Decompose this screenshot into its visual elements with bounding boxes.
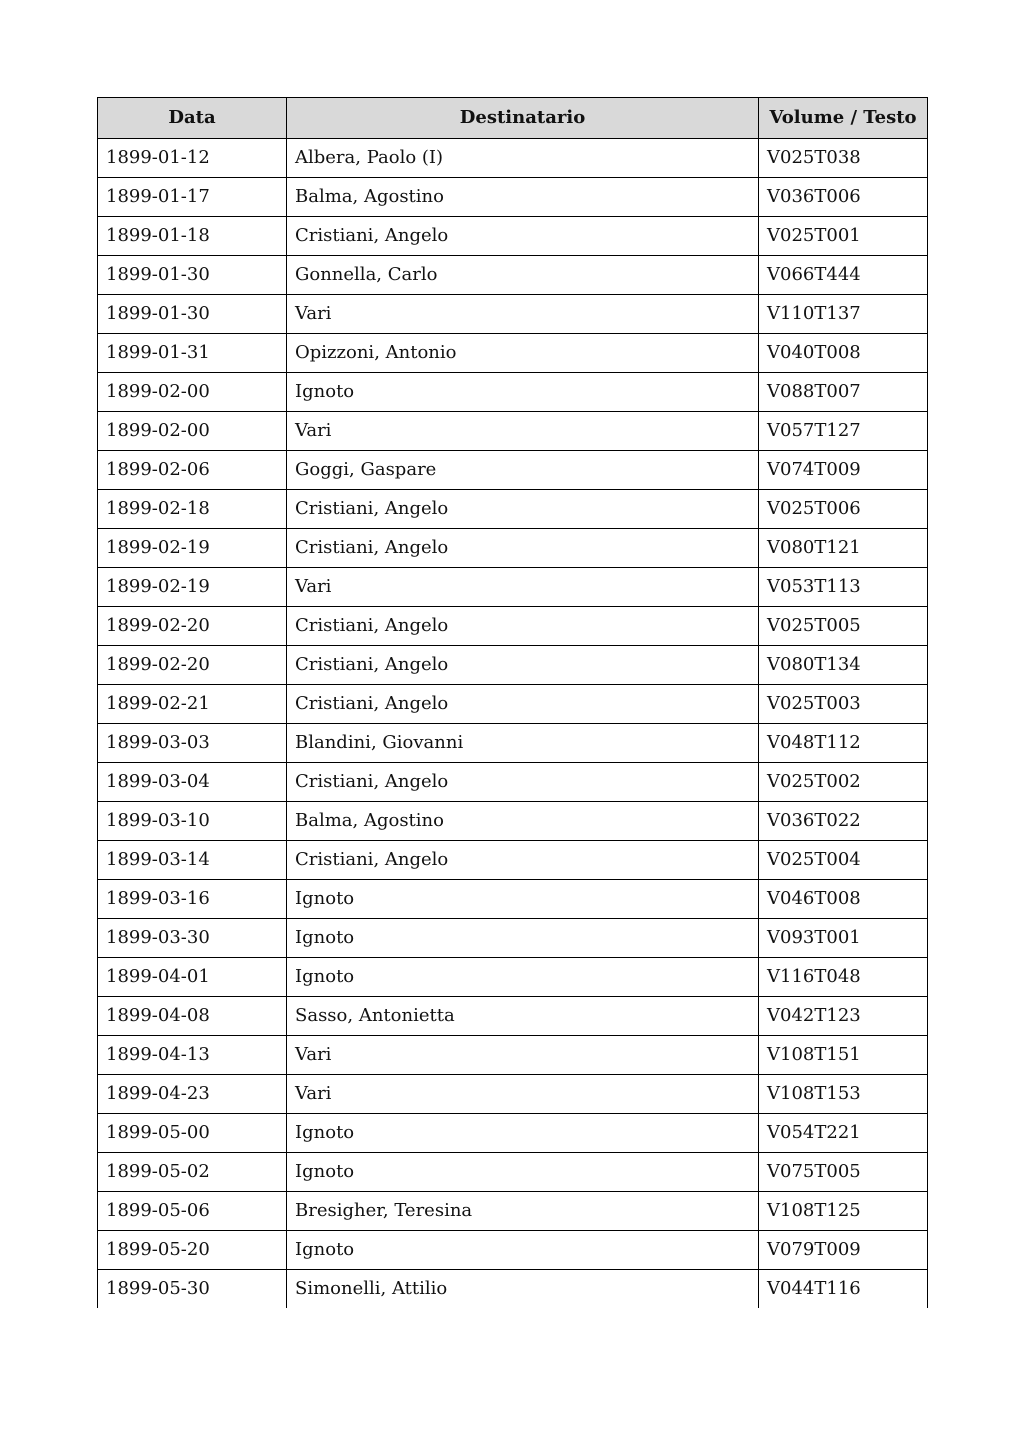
date-cell: 1899-02-00 <box>98 373 287 412</box>
volume-text-cell: V025T004 <box>759 841 928 880</box>
table-row <box>98 373 928 412</box>
recipient-cell: Ignoto <box>287 373 759 412</box>
date-cell: 1899-01-17 <box>98 178 287 217</box>
date-cell: 1899-04-01 <box>98 958 287 997</box>
recipient-cell: Vari <box>287 412 759 451</box>
volume-text-cell: V053T113 <box>759 568 928 607</box>
recipient-cell: Vari <box>287 568 759 607</box>
table-row <box>98 958 928 997</box>
table-row <box>98 841 928 880</box>
date-cell: 1899-02-00 <box>98 412 287 451</box>
date-cell: 1899-02-19 <box>98 529 287 568</box>
table-row <box>98 919 928 958</box>
table-row <box>98 1036 928 1075</box>
table-row <box>98 217 928 256</box>
date-cell: 1899-05-06 <box>98 1192 287 1231</box>
date-cell: 1899-03-04 <box>98 763 287 802</box>
table-row <box>98 997 928 1036</box>
date-cell: 1899-02-19 <box>98 568 287 607</box>
recipient-cell: Blandini, Giovanni <box>287 724 759 763</box>
recipient-cell: Vari <box>287 1075 759 1114</box>
recipient-cell: Cristiani, Angelo <box>287 763 759 802</box>
recipient-cell: Vari <box>287 1036 759 1075</box>
recipient-cell: Ignoto <box>287 1153 759 1192</box>
volume-text-cell: V080T134 <box>759 646 928 685</box>
table-row <box>98 412 928 451</box>
date-cell: 1899-04-13 <box>98 1036 287 1075</box>
recipient-cell: Ignoto <box>287 1114 759 1153</box>
recipient-cell: Ignoto <box>287 919 759 958</box>
recipient-cell: Vari <box>287 295 759 334</box>
recipient-cell: Cristiani, Angelo <box>287 490 759 529</box>
table-row <box>98 1270 928 1309</box>
recipient-cell: Cristiani, Angelo <box>287 685 759 724</box>
table-header-row <box>98 98 928 139</box>
recipient-cell: Goggi, Gaspare <box>287 451 759 490</box>
date-cell: 1899-01-30 <box>98 256 287 295</box>
table-row <box>98 139 928 178</box>
volume-text-cell: V116T048 <box>759 958 928 997</box>
recipient-cell: Cristiani, Angelo <box>287 646 759 685</box>
volume-text-cell: V025T003 <box>759 685 928 724</box>
date-cell: 1899-03-16 <box>98 880 287 919</box>
volume-text-cell: V025T002 <box>759 763 928 802</box>
volume-text-cell: V110T137 <box>759 295 928 334</box>
recipient-cell: Opizzoni, Antonio <box>287 334 759 373</box>
date-cell: 1899-03-10 <box>98 802 287 841</box>
table-row <box>98 1153 928 1192</box>
volume-text-cell: V025T006 <box>759 490 928 529</box>
volume-text-cell: V036T022 <box>759 802 928 841</box>
recipient-cell: Simonelli, Attilio <box>287 1270 759 1309</box>
recipient-cell: Ignoto <box>287 880 759 919</box>
table-row <box>98 334 928 373</box>
volume-text-cell: V048T112 <box>759 724 928 763</box>
date-cell: 1899-03-03 <box>98 724 287 763</box>
volume-text-cell: V074T009 <box>759 451 928 490</box>
recipient-cell: Balma, Agostino <box>287 802 759 841</box>
date-cell: 1899-04-08 <box>98 997 287 1036</box>
volume-text-cell: V040T008 <box>759 334 928 373</box>
recipient-cell: Balma, Agostino <box>287 178 759 217</box>
recipient-cell: Sasso, Antonietta <box>287 997 759 1036</box>
date-cell: 1899-01-18 <box>98 217 287 256</box>
volume-text-cell: V088T007 <box>759 373 928 412</box>
table-row <box>98 802 928 841</box>
volume-text-cell: V046T008 <box>759 880 928 919</box>
date-cell: 1899-01-12 <box>98 139 287 178</box>
date-cell: 1899-02-18 <box>98 490 287 529</box>
volume-text-cell: V075T005 <box>759 1153 928 1192</box>
recipient-cell: Ignoto <box>287 1231 759 1270</box>
table-row <box>98 1192 928 1231</box>
table-row <box>98 880 928 919</box>
date-cell: 1899-02-20 <box>98 646 287 685</box>
volume-text-cell: V036T006 <box>759 178 928 217</box>
date-cell: 1899-05-30 <box>98 1270 287 1309</box>
table-row <box>98 568 928 607</box>
volume-text-cell: V054T221 <box>759 1114 928 1153</box>
table-row <box>98 256 928 295</box>
volume-text-cell: V042T123 <box>759 997 928 1036</box>
column-header-recipient: Destinatario <box>287 98 759 139</box>
volume-text-cell: V066T444 <box>759 256 928 295</box>
volume-text-cell: V079T009 <box>759 1231 928 1270</box>
recipient-cell: Cristiani, Angelo <box>287 217 759 256</box>
volume-text-cell: V057T127 <box>759 412 928 451</box>
table-row <box>98 763 928 802</box>
date-cell: 1899-05-20 <box>98 1231 287 1270</box>
table-row <box>98 724 928 763</box>
date-cell: 1899-05-00 <box>98 1114 287 1153</box>
recipient-cell: Ignoto <box>287 958 759 997</box>
date-cell: 1899-03-30 <box>98 919 287 958</box>
table-row <box>98 1114 928 1153</box>
table-row <box>98 295 928 334</box>
date-cell: 1899-02-20 <box>98 607 287 646</box>
volume-text-cell: V025T005 <box>759 607 928 646</box>
date-cell: 1899-02-06 <box>98 451 287 490</box>
date-cell: 1899-03-14 <box>98 841 287 880</box>
table-body <box>98 139 928 1309</box>
recipient-cell: Albera, Paolo (I) <box>287 139 759 178</box>
recipient-cell: Cristiani, Angelo <box>287 841 759 880</box>
volume-text-cell: V025T038 <box>759 139 928 178</box>
volume-text-cell: V044T116 <box>759 1270 928 1309</box>
volume-text-cell: V108T125 <box>759 1192 928 1231</box>
table-row <box>98 178 928 217</box>
column-header-volume-text: Volume / Testo <box>759 98 928 139</box>
recipient-cell: Cristiani, Angelo <box>287 607 759 646</box>
table-row <box>98 1075 928 1114</box>
date-cell: 1899-01-30 <box>98 295 287 334</box>
date-cell: 1899-01-31 <box>98 334 287 373</box>
table-row <box>98 529 928 568</box>
table-row <box>98 685 928 724</box>
letters-table <box>97 97 928 1308</box>
volume-text-cell: V025T001 <box>759 217 928 256</box>
table-row <box>98 490 928 529</box>
table-row <box>98 451 928 490</box>
volume-text-cell: V108T153 <box>759 1075 928 1114</box>
recipient-cell: Bresigher, Teresina <box>287 1192 759 1231</box>
column-header-date: Data <box>98 98 287 139</box>
recipient-cell: Gonnella, Carlo <box>287 256 759 295</box>
table-row <box>98 607 928 646</box>
recipient-cell: Cristiani, Angelo <box>287 529 759 568</box>
volume-text-cell: V080T121 <box>759 529 928 568</box>
table-row <box>98 646 928 685</box>
volume-text-cell: V093T001 <box>759 919 928 958</box>
date-cell: 1899-02-21 <box>98 685 287 724</box>
date-cell: 1899-04-23 <box>98 1075 287 1114</box>
volume-text-cell: V108T151 <box>759 1036 928 1075</box>
date-cell: 1899-05-02 <box>98 1153 287 1192</box>
table-row <box>98 1231 928 1270</box>
